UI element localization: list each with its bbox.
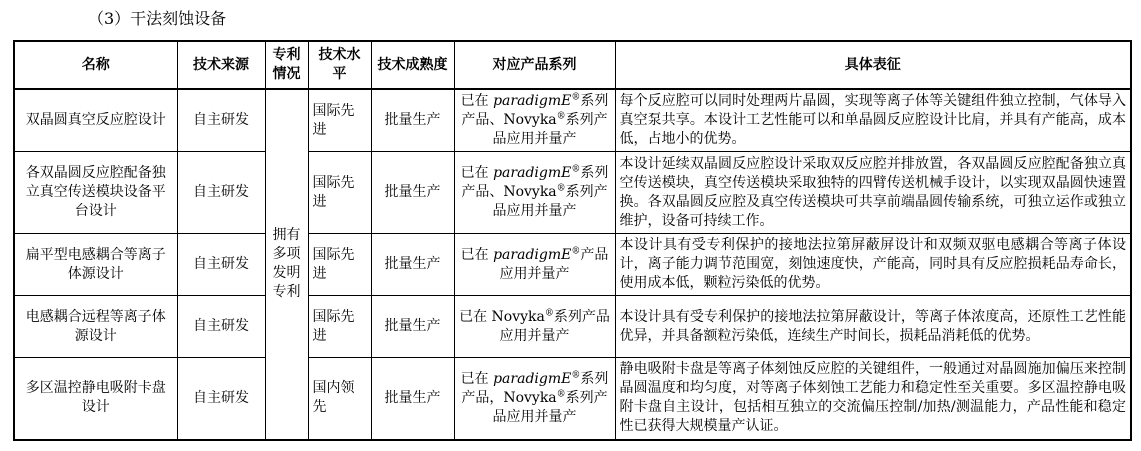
table-header-row <box>14 41 1131 89</box>
cell-details: 每个反应腔可以同时处理两片晶圆，实现等离子体等关键组件独立控制，气体导入真空泵共享。本设计工艺性能可以和单晶圆反应腔设计比肩，并具有产能高，成本低，占地小的优势。 <box>615 89 1131 152</box>
brand-name: paradigmE <box>493 93 572 109</box>
header-product-series: 对应产品系列 <box>454 41 615 89</box>
cell-tech-source: 自主研发 <box>177 358 265 440</box>
cell-patent-shared: 拥有多项发明专利 <box>265 89 308 440</box>
header-details: 具体表征 <box>615 41 1131 89</box>
table-row <box>14 358 1131 440</box>
cell-details: 本设计具有受专利保护的接地法拉第屏蔽屏设计和双频双驱电感耦合等离子体设计，离子能力调节范围宽，刻蚀速度快，产能高，同时具有反应腔损耗品寿命长，使用成本低，颗粒污染低的优势。 <box>615 234 1131 296</box>
registered-mark: ® <box>571 245 581 256</box>
product-text: 系列产品、Novyka <box>461 165 609 200</box>
cell-product-series <box>454 89 615 152</box>
cell-name: 扁平型电感耦合等离子体源设计 <box>14 234 177 296</box>
cell-maturity: 批量生产 <box>371 89 454 152</box>
cell-maturity: 批量生产 <box>371 234 454 296</box>
table-row <box>14 234 1131 296</box>
product-text: 系列产品、Novyka <box>461 93 609 128</box>
product-text: 已在 <box>460 93 489 109</box>
registered-mark: ® <box>571 370 581 381</box>
cell-details: 静电吸附卡盘是等离子体刻蚀反应腔的关键组件，一般通过对晶圆施加偏压来控制晶圆温度和均匀度，对等离子体刻蚀工艺能力和稳定性至关重要。多区温控静电吸附卡盘自主设计，包括相互独立的交流偏压控制/加热/测温能力，产品性能和稳定性已获得大规模量产认证。 <box>615 358 1131 440</box>
product-text: 产品应用并量产 <box>499 246 609 282</box>
header-name: 名称 <box>14 41 177 89</box>
cell-product-series <box>454 358 615 440</box>
product-text: 已在 Novyka <box>459 308 545 325</box>
cell-tech-source: 自主研发 <box>177 296 265 358</box>
registered-mark: ® <box>544 307 554 318</box>
header-tech-source: 技术来源 <box>177 41 265 89</box>
cell-tech-level: 国际先进 <box>308 234 371 296</box>
table-row <box>14 89 1131 152</box>
product-text: 已在 <box>460 370 489 387</box>
brand-name: paradigmE <box>493 246 572 263</box>
product-text: 已在 <box>460 246 489 263</box>
cell-tech-source: 自主研发 <box>177 234 265 296</box>
cell-product-series <box>454 234 615 296</box>
cell-details: 本设计具有受专利保护的接地法拉第屏蔽设计，等离子体浓度高，还原性工艺性能优异，并具备额粒污染低，连续生产时间长，损耗品消耗低的优势。 <box>615 296 1131 358</box>
cell-details: 本设计延续双晶圆反应腔设计采取双反应腔并排放置，各双晶圆反应腔配备独立真空传送模块，真空传送模块采取独特的四臂传送机械手设计，以实现双晶圆快速置换。各双晶圆反应腔及真空传送模块可共享前端晶圆传输系统，可独立运作或独立维护，设备可持续工作。 <box>615 152 1131 234</box>
product-text: 系列产品应用并量产 <box>499 308 610 344</box>
cell-tech-level: 国际先进 <box>308 152 371 234</box>
cell-name: 各双晶圆反应腔配备独立真空传送模块设备平台设计 <box>14 152 177 234</box>
registered-mark: ® <box>556 111 566 122</box>
registered-mark: ® <box>571 92 581 103</box>
cell-tech-level: 国内领先 <box>308 358 371 440</box>
product-text: 系列产品应用并量产 <box>492 112 608 147</box>
cell-tech-source: 自主研发 <box>177 89 265 152</box>
brand-name: paradigmE <box>493 370 572 387</box>
cell-maturity: 批量生产 <box>371 296 454 358</box>
cell-product-series <box>454 152 615 234</box>
cell-maturity: 批量生产 <box>371 358 454 440</box>
cell-product-series <box>454 296 615 358</box>
cell-name: 多区温控静电吸附卡盘设计 <box>14 358 177 440</box>
product-text: 系列产品应用并量产 <box>492 184 608 219</box>
registered-mark: ® <box>556 183 566 194</box>
product-text: 系列产品应用并量产 <box>492 389 608 425</box>
header-tech-level: 技术水平 <box>308 41 371 89</box>
table-row <box>14 296 1131 358</box>
cell-name: 双晶圆真空反应腔设计 <box>14 89 177 152</box>
cell-tech-level: 国际先进 <box>308 89 371 152</box>
cell-tech-source: 自主研发 <box>177 152 265 234</box>
section-title: （3）干法刻蚀设备 <box>88 9 227 28</box>
dry-etch-tech-table <box>13 40 1132 441</box>
registered-mark: ® <box>571 164 581 175</box>
header-maturity: 技术成熟度 <box>371 41 454 89</box>
cell-tech-level: 国际先进 <box>308 296 371 358</box>
cell-name: 电感耦合远程等离子体源设计 <box>14 296 177 358</box>
brand-name: paradigmE <box>493 165 572 181</box>
cell-maturity: 批量生产 <box>371 152 454 234</box>
header-patent: 专利情况 <box>265 41 308 89</box>
registered-mark: ® <box>556 389 566 400</box>
product-text: 已在 <box>460 165 489 181</box>
product-text: 系列产品，Novyka <box>461 370 609 406</box>
table-row <box>14 152 1131 234</box>
